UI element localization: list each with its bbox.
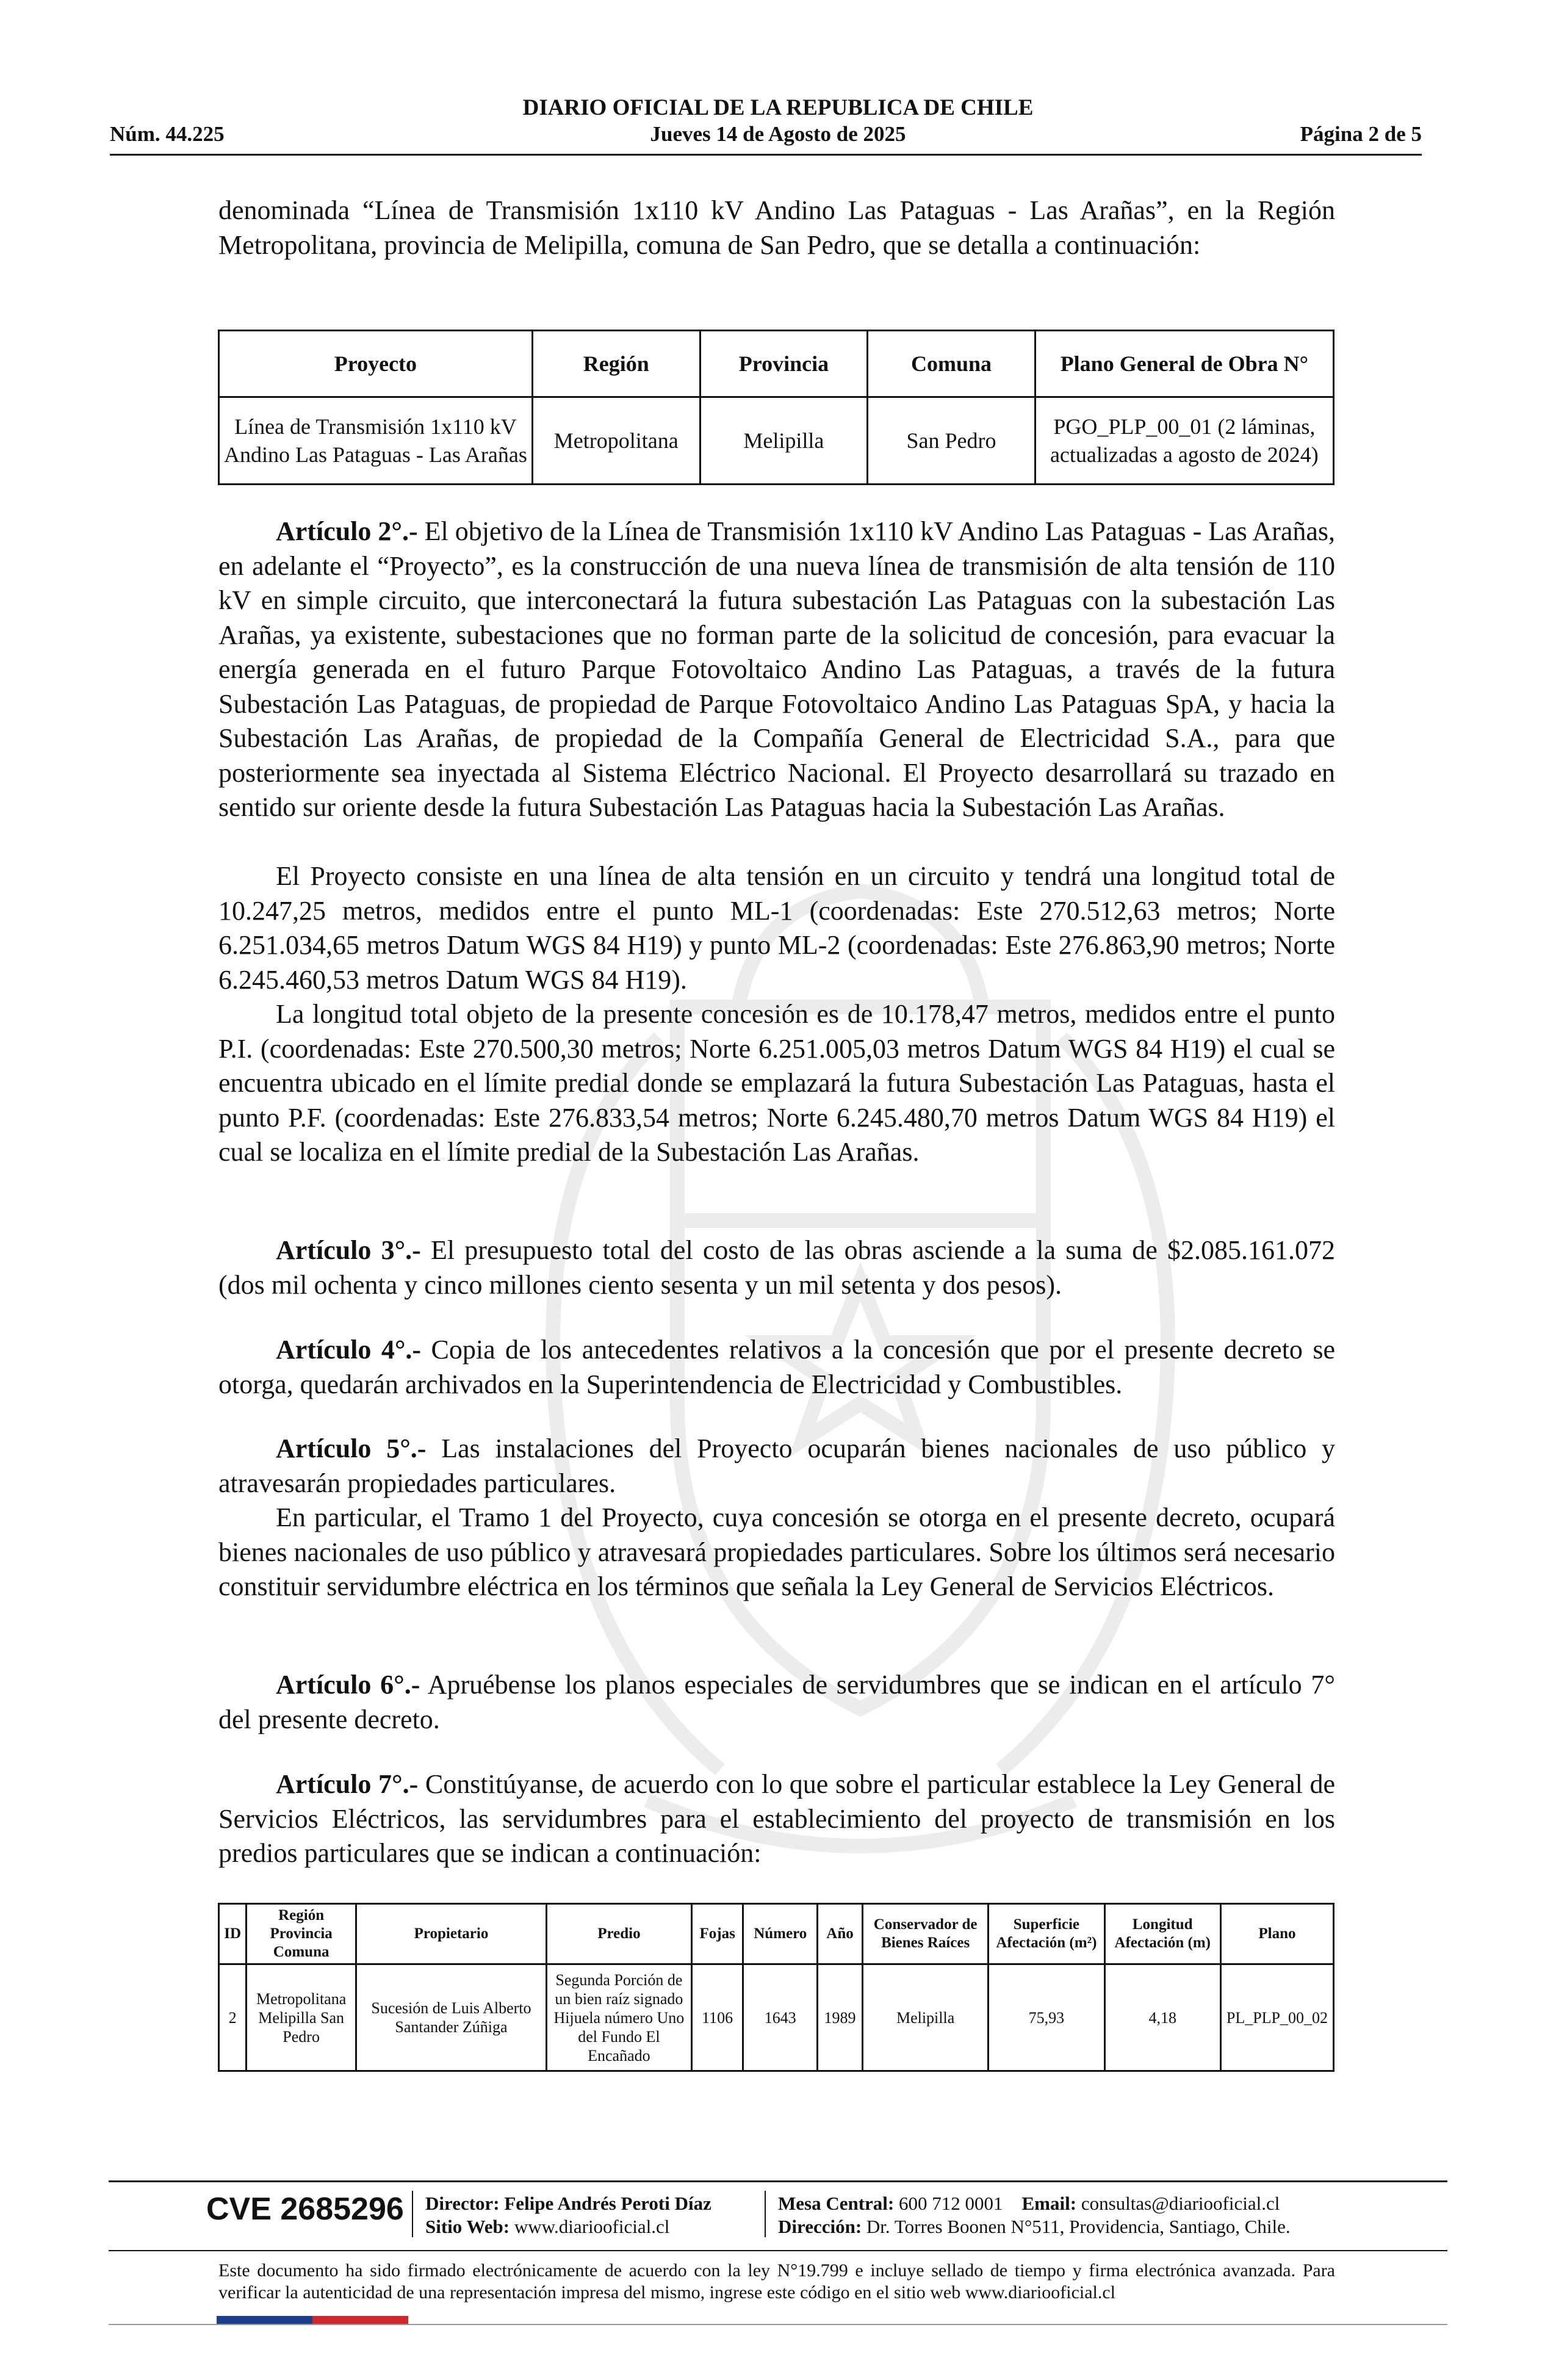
footer-separator [765,2191,766,2237]
table-header-cell: Región Provincia Comuna [247,1904,356,1964]
legal-notice: Este documento ha sido firmado electrónicamente de acuerdo con la ley N°19.799 e incluye sellado de tiempo y firma electrónica avanzada. Para verificar la autenticidad de una representación impresa del mismo, ingrese este código en el sitio web www.diariooficial.cl [218,2260,1335,2302]
table-cell-id: 2 [219,1964,247,2071]
article-7-title: Artículo 7°.- [276,1769,419,1799]
table-header-cell: Propietario [356,1904,547,1964]
article-2-paragraph-3: La longitud total objeto de la presente concesión es de 10.178,47 metros, medidos entre el punto P.I. (coordenadas: Este 270.500,30 metros; Norte 6.251.005,03 metros Datum WGS 84 H19) el cual se encuentra ubicado en el límite predial donde se emplazará la futura Subestación Las Pataguas, hasta el punto P.F. (coordenadas: Este 276.833,54 metros; Norte 6.245.480,70 metros Datum WGS 84 H19) el cual se localiza en el límite predial de la Subestación Las Arañas. [218,999,1335,1167]
project-table [218,330,1334,485]
flag-stripe-red [312,2316,408,2324]
table-cell-comuna: San Pedro [868,397,1036,485]
issue-date: Jueves 14 de Agosto de 2025 [650,122,906,146]
table-header-cell: Comuna [868,331,1036,397]
footer-separator [412,2191,413,2237]
mesa-phone: 600 712 0001 [899,2193,1003,2214]
article-5-paragraph-2: En particular, el Tramo 1 del Proyecto, cuya concesión se otorga en el presente decreto, ocupará bienes nacionales de uso público y atravesará propiedades particulares. Sobre los últimos será necesario constituir servidumbre eléctrica en los términos que señala la Ley General de Servicios Eléctricos. [218,1502,1335,1601]
table-cell-anio: 1989 [818,1964,863,2071]
table-header-cell: Plano General de Obra N° [1035,331,1333,397]
table-header-cell: Predio [546,1904,691,1964]
table-header-cell: Número [743,1904,818,1964]
flag-stripe-blue [217,2316,312,2324]
article-5-paragraph [218,1432,1335,1501]
header-divider [110,154,1422,156]
table-header-cell: Conservador de Bienes Raíces [863,1904,989,1964]
article-4-text: Copia de los antecedentes relativos a la concesión que por el presente decreto se otorga, quedarán archivados en la Superintendencia de Electricidad y Combustibles. [218,1335,1336,1399]
article-2-paragraph-2: El Proyecto consiste en una línea de alta tensión en un circuito y tendrá una longitud total de 10.247,25 metros, medidos entre el punto ML-1 (coordenadas: Este 270.512,63 metros; Norte 6.251.034,65 metros Datum WGS 84 H19) y punto ML-2 (coordenadas: Este 276.863,90 metros; Norte 6.245.460,53 metros Datum WGS 84 H19). [218,861,1335,995]
article-2-title: Artículo 2°.- [276,516,418,546]
footer-director [425,2192,711,2215]
email-link[interactable]: consultas@diariooficial.cl [1081,2193,1280,2214]
article-2-text: El objetivo de la Línea de Transmisión 1x110 kV Andino Las Pataguas - Las Arañas, en adelante el “Proyecto”, es la construcción de una nueva línea de transmisión de alta tensión de 110 kV en simple circuito, que interconectará la futura subestación Las Pataguas con la subestación Las Arañas, ya existente, subestaciones que no forman parte de la solicitud de concesión, para evacuar la energía generada en el futuro Parque Fotovoltaico Andino Las Pataguas, a través de la futura Subestación Las Pataguas, de propiedad de Parque Fotovoltaico Andino Las Pataguas SpA, y hacia la Subestación Las Arañas, de propiedad de la Compañía General de Electricidad S.A., para que posteriormente sea inyectada al Sistema Eléctrico Nacional. El Proyecto desarrollará su trazado en sentido sur oriente desde la futura Subestación Las Pataguas hacia la Subestación Las Arañas. [218,516,1335,822]
director-label: Director: [425,2193,500,2214]
easement-table [218,1903,1334,2072]
article-7-paragraph [218,1767,1335,1871]
article-7-text: Constitúyanse, de acuerdo con lo que sobre el particular establece la Ley General de Servicios Eléctricos, las servidumbres para el establecimiento del proyecto de transmisión en los predios particulares que se indican a continuación: [218,1769,1336,1868]
table-cell-provincia: Melipilla [700,397,868,485]
newspaper-title: DIARIO OFICIAL DE LA REPUBLICA DE CHILE [522,95,1034,120]
article-5-text: Las instalaciones del Proyecto ocuparán bienes nacionales de uso público y atravesarán propiedades particulares. [218,1433,1336,1498]
table-header-cell: Región [532,331,700,397]
address-label: Dirección: [778,2216,862,2237]
table-cell-region: Metropolitana Melipilla San Pedro [247,1964,356,2071]
table-header-cell: Superficie Afectación (m²) [989,1904,1104,1964]
table-header-cell: Proyecto [219,331,533,397]
address-text: Dr. Torres Boonen N°511, Providencia, Santiago, Chile. [866,2216,1291,2237]
article-6-paragraph [218,1668,1335,1737]
article-3-text: El presupuesto total del costo de las obras asciende a la suma de $2.085.161.072 (dos mil ochenta y cinco millones ciento sesenta y un mil setenta y dos pesos). [218,1235,1335,1300]
footer-contact [778,2192,1280,2215]
footer-address [778,2215,1291,2238]
intro-paragraph: denominada “Línea de Transmisión 1x110 kV Andino Las Pataguas - Las Arañas”, en la Región Metropolitana, provincia de Melipilla, comuna de San Pedro, que se detalla a continuación: [218,195,1335,260]
table-header-cell: Fojas [691,1904,743,1964]
table-cell-region: Metropolitana [532,397,700,485]
footer-divider-2 [109,2250,1447,2251]
table-header-cell: Provincia [700,331,868,397]
email-label: Email: [1021,2193,1077,2214]
table-cell-plano: PGO_PLP_00_01 (2 láminas, actualizadas a agosto de 2024) [1035,397,1333,485]
article-4-paragraph [218,1333,1335,1402]
table-cell-plano: PL_PLP_00_02 [1220,1964,1333,2071]
issue-number: Núm. 44.225 [110,122,225,146]
article-4-title: Artículo 4°.- [276,1335,422,1365]
table-row [219,397,1334,485]
footer-bottom-rule [109,2324,1447,2325]
table-cell-numero: 1643 [743,1964,818,2071]
director-name: Felipe Andrés Peroti Díaz [504,2193,711,2214]
table-header-cell: Longitud Afectación (m) [1104,1904,1220,1964]
mesa-label: Mesa Central: [778,2193,895,2214]
table-row [219,1964,1334,2071]
cve-code: CVE 2685296 [206,2191,404,2227]
article-3-title: Artículo 3°.- [276,1235,421,1265]
table-cell-predio: Segunda Porción de un bien raíz signado Hijuela número Uno del Fundo El Encañado [546,1964,691,2071]
article-2-paragraph [218,514,1335,825]
table-cell-superficie: 75,93 [989,1964,1104,2071]
website-label: Sitio Web: [425,2216,510,2237]
table-header-cell: Plano [1220,1904,1333,1964]
table-cell-conservador: Melipilla [863,1964,989,2071]
table-cell-propietario: Sucesión de Luis Alberto Santander Zúñiga [356,1964,547,2071]
article-3-paragraph [218,1233,1335,1302]
footer-website [425,2215,669,2238]
table-cell-longitud: 4,18 [1104,1964,1220,2071]
article-6-title: Artículo 6°.- [276,1670,420,1700]
table-header-cell: Año [818,1904,863,1964]
table-header-cell: ID [219,1904,247,1964]
table-header-row [219,331,1334,397]
footer-divider [109,2180,1447,2182]
table-cell-fojas: 1106 [691,1964,743,2071]
page-number: Página 2 de 5 [1300,122,1422,146]
table-header-row [219,1904,1334,1964]
table-cell-proyecto: Línea de Transmisión 1x110 kV Andino Las Pataguas - Las Arañas [219,397,533,485]
article-5-title: Artículo 5°.- [276,1433,427,1463]
website-link[interactable]: www.diariooficial.cl [514,2216,670,2237]
article-6-text: Apruébense los planos especiales de servidumbres que se indican en el artículo 7° del presente decreto. [218,1670,1335,1734]
